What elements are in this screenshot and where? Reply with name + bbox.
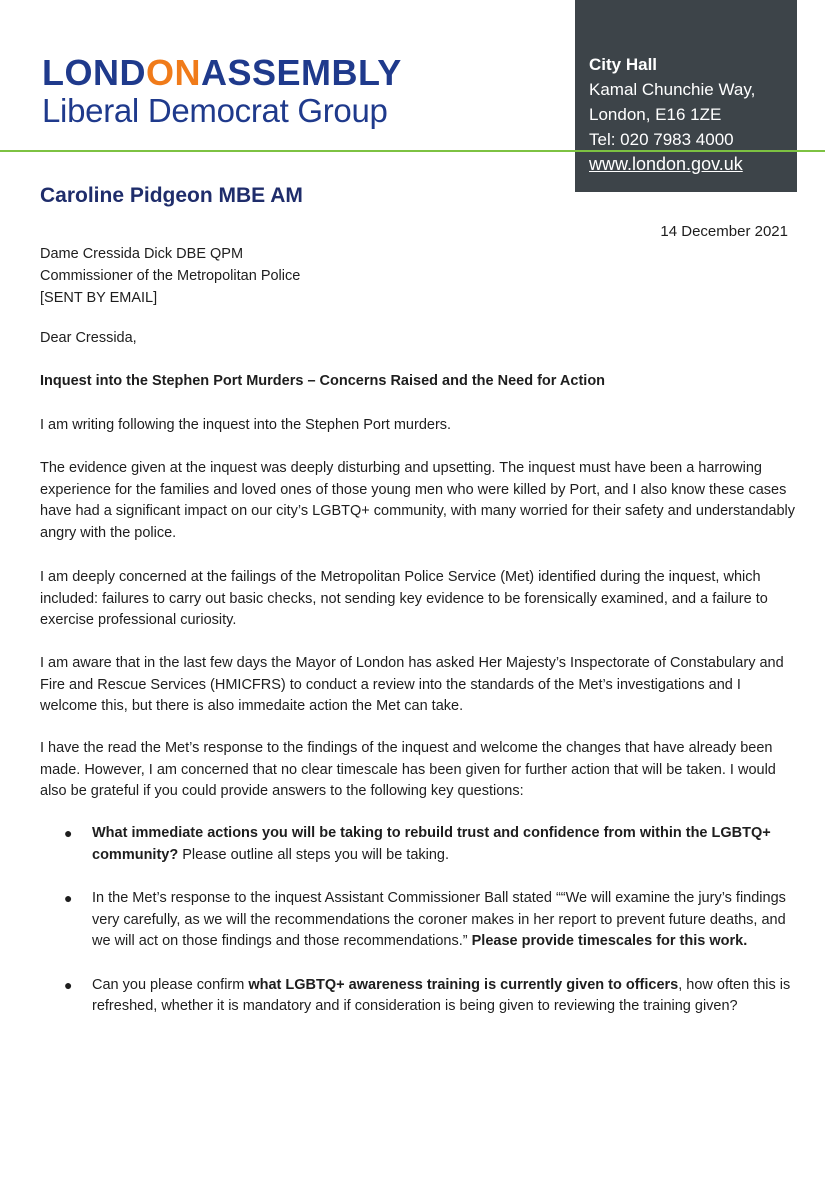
- london-assembly-logo: [42, 54, 402, 130]
- list-item: [40, 823, 800, 866]
- paragraph-2: The evidence given at the inquest was deeply disturbing and upsetting. The inquest must have been a harrowing experience for the families and loved ones of those young men who were killed by Port, and I also know these cases have had a significant impact on our city’s LGBTQ+ community, with many worried for their safety and understandably angry with the police.: [40, 460, 796, 541]
- header-divider: [0, 150, 825, 152]
- bullet-icon: ●: [64, 890, 73, 906]
- bullet-3-text-a: Can you please confirm: [92, 976, 249, 993]
- bullet-1-text: Please outline all steps you will be taking.: [178, 846, 450, 863]
- bullet-3-bold: what LGBTQ+ awareness training is currently given to officers: [248, 976, 679, 993]
- recipient-name: Dame Cressida Dick DBE QPM: [40, 246, 244, 262]
- letter-date: 14 December 2021: [660, 223, 788, 240]
- bullet-1-bold: What immediate actions you will be taking to rebuild trust and confidence from within the LGBTQ+ community?: [92, 825, 771, 863]
- bullet-2-bold: Please provide timescales for this work.: [471, 933, 748, 949]
- paragraph-3: I am deeply concerned at the failings of the Metropolitan Police Service (Met) identified during the inquest, which included: failures to carry out basic checks, not sending key evidence to be forensically examined, and a failure to exercise professional curiosity.: [40, 569, 768, 628]
- questions-list: [40, 823, 800, 1040]
- address-box: [575, 0, 797, 192]
- address-line-2: Kamal Chunchie Way,: [589, 80, 756, 99]
- logo-wordmark: LONDONASSEMBLY: [42, 52, 402, 93]
- paragraph-1: I am writing following the inquest into the Stephen Port murders.: [40, 417, 452, 433]
- address-line-3: London, E16 1ZE: [589, 105, 722, 124]
- bullet-2-text: In the Met’s response to the inquest Assistant Commissioner Ball stated ““We will examine the jury’s findings very carefully, as we will the recommendations the coroner makes in her report to prevent future deaths, and we will act on those findings and those recommendations.”: [92, 890, 786, 949]
- recipient-title: Commissioner of the Metropolitan Police: [40, 268, 301, 284]
- recipient-delivery: [SENT BY EMAIL]: [40, 290, 158, 306]
- paragraph-5: I have the read the Met’s response to the findings of the inquest and welcome the changes that have already been made. However, I am concerned that no clear timescale has been given for further action that will be taken. I would also be grateful if you could provide answers to the following key questions:: [40, 740, 776, 799]
- bullet-icon: ●: [64, 976, 73, 993]
- logo-subtitle: Liberal Democrat Group: [42, 92, 388, 129]
- bullet-icon: ●: [64, 825, 73, 841]
- website-link[interactable]: www.london.gov.uk: [589, 154, 743, 174]
- bullet-3-text-b: , how often this is refreshed, whether it is mandatory and if consideration is being given to reviewing the training given?: [92, 976, 791, 1014]
- paragraph-4: I am aware that in the last few days the Mayor of London has asked Her Majesty’s Inspectorate of Constabulary and Fire and Rescue Services (HMICFRS) to conduct a review into the standards of the Met’s investigations and I welcome this, but there is also immedaite action the Met can take.: [40, 655, 784, 714]
- list-item: [40, 888, 800, 953]
- subject-line: Inquest into the Stephen Port Murders – Concerns Raised and the Need for Action: [40, 373, 606, 389]
- address-line-1: City Hall: [589, 55, 658, 74]
- address-phone: Tel: 020 7983 4000: [589, 130, 734, 149]
- salutation: Dear Cressida,: [40, 330, 137, 346]
- recipient-block: [40, 243, 300, 309]
- list-item: [40, 975, 800, 1018]
- author-name: Caroline Pidgeon MBE AM: [40, 184, 303, 207]
